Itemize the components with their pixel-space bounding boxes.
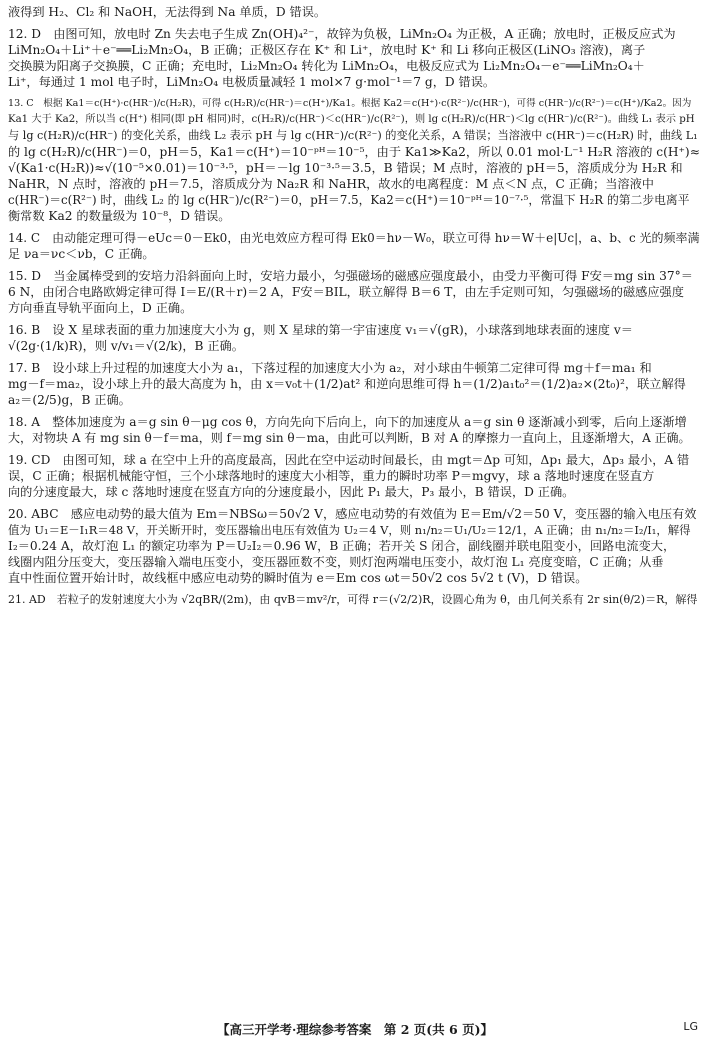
- answer-line: 21. AD 若粒子的发射速度大小为 √2qBR/(2m)，由 qvB＝mv²/r，可得 r＝(√2/2)R，设圆心角为 θ，由几何关系有 2r sin(θ/2)＝R，解得: [8, 593, 698, 606]
- answer-line: c(HR⁻)＝c(R²⁻) 时，曲线 L₂ 的 lg c(HR⁻)/c(R²⁻)＝0，pH＝7.5，Ka2＝c(H⁺)＝10⁻ᵖᴴ＝10⁻⁷·⁵，常温下 H₂R 的第二步电离平: [8, 193, 690, 207]
- page-footer: [0, 1020, 710, 1038]
- answer-line: 方向垂直导轨平面向上，D 正确。: [8, 301, 193, 315]
- answer-block: [8, 96, 700, 224]
- answer-line: 误，C 正确；根据机械能守恒，三个小球落地时的速度大小相等，重力的瞬时功率 P＝mgvy，球 a 落地时速度在竖直方: [8, 469, 655, 483]
- answer-line: NaHR，N 点时，溶液的 pH＝7.5，溶质成分为 Na₂R 和 NaHR，故水的电离程度：M 点＜N 点，C 正确；当溶液中: [8, 177, 654, 191]
- answer-line: 17. B 设小球上升过程的加速度大小为 a₁，下落过程的加速度大小为 a₂，对小球由牛顿第二定律可得 mg＋f＝ma₁ 和: [8, 361, 652, 375]
- answer-line: 向的分速度最大，球 c 落地时速度在竖直方向的分速度最小，因此 P₁ 最大，P₃ 最小，B 错误，D 正确。: [8, 485, 575, 499]
- answer-line: a₂＝(2/5)g，B 正确。: [8, 393, 131, 407]
- answer-content: [8, 4, 700, 608]
- answer-line: 的 lg c(H₂R)/c(HR⁻)＝0，pH＝5，Ka1＝c(H⁺)＝10⁻ᵖᴴ＝10⁻⁵，由于 Ka1≫Ka2，所以 0.01 mol·L⁻¹ H₂R 溶液的 c(H⁺)≈: [8, 145, 700, 159]
- footer-title: 【高三开学考·理综参考答案 第 2 页(共 6 页)】: [217, 1022, 493, 1037]
- answer-line: 足 νa＝νc＜νb，C 正确。: [8, 247, 155, 261]
- answer-line: LiMn₂O₄＋Li⁺＋e⁻══Li₂Mn₂O₄，B 正确；正极区存在 K⁺ 和 Li⁺，放电时 K⁺ 和 Li 移向正极区(LiNO₃ 溶液)，离子: [8, 43, 646, 57]
- answer-line: 直中性面位置开始计时，故线框中感应电动势的瞬时值为 e＝Em cos ωt＝50√2 cos 5√2 t (V)，D 错误。: [8, 571, 588, 585]
- answer-line: 衡常数 Ka2 的数量级为 10⁻⁸，D 错误。: [8, 209, 231, 223]
- answer-line: 交换膜为阳离子交换膜，C 正确；充电时，Li₂Mn₂O₄ 转化为 LiMn₂O₄，电极反应式为 Li₂Mn₂O₄－e⁻══LiMn₂O₄＋: [8, 59, 645, 73]
- answer-line: Ka1 大于 Ka2，所以当 c(H⁺) 相同(即 pH 相同)时，c(H₂R)/c(HR⁻)＜c(HR⁻)/c(R²⁻)，则 lg c(H₂R)/c(HR⁻)＜lg c(HR⁻)/c(R²⁻)。曲线 L₁ 表示 pH: [8, 114, 695, 125]
- answer-line: 12. D 由图可知，放电时 Zn 失去电子生成 Zn(OH)₄²⁻，故锌为负极，LiMn₂O₄ 为正极，A 正确；放电时，正极反应式为: [8, 27, 676, 41]
- answer-line: 6 N，由闭合电路欧姆定律可得 I＝E/(R＋r)＝2 A，F安＝BIL，联立解得 B＝6 T，由左手定则可知，匀强磁场的磁感应强度: [8, 285, 684, 299]
- answer-block: [8, 506, 700, 586]
- answer-line: √(Ka1·c(H₂R))≈√(10⁻⁵×0.01)＝10⁻³·⁵，pH＝－lg 10⁻³·⁵＝3.5，B 错误；M 点时，溶液的 pH＝5，溶质成分为 H₂R 和: [8, 161, 683, 175]
- answer-block: [8, 230, 700, 262]
- answer-line: 线圈内阻分压变大，变压器输入端电压变小，变压器匝数不变，则灯泡两端电压变小，故灯泡 L₁ 亮度变暗，C 正确；从垂: [8, 555, 664, 569]
- answer-line: √(2g·(1/k)R)，则 v/v₁＝√(2/k)，B 正确。: [8, 339, 244, 353]
- answer-block: [8, 26, 700, 90]
- answer-line: 13. C 根据 Ka1＝c(H⁺)·c(HR⁻)/c(H₂R)，可得 c(H₂R)/c(HR⁻)＝c(H⁺)/Ka1。根据 Ka2＝c(H⁺)·c(R²⁻)/c(HR⁻)，可得 c(HR⁻)/c(R²⁻)＝c(H⁺)/Ka2。因为: [8, 98, 692, 109]
- footer-code: LG: [683, 1020, 698, 1033]
- answer-line: 14. C 由动能定理可得－eUc＝0－Ek0，由光电效应方程可得 Ek0＝hν－W₀，联立可得 hν＝W＋e|Uc|，a、b、c 光的频率满: [8, 231, 700, 245]
- answer-line: 与 lg c(H₂R)/c(HR⁻) 的变化关系，曲线 L₂ 表示 pH 与 lg c(HR⁻)/c(R²⁻) 的变化关系，A 错误；当溶液中 c(HR⁻)＝c(H₂R) 时，曲线 L₁: [8, 129, 698, 142]
- answer-line: 大，对物块 A 有 mg sin θ－f＝ma，则 f＝mg sin θ－ma，由此可以判断，B 对 A 的摩擦力一直向上，且逐渐增大，A 正确。: [8, 431, 691, 445]
- answer-block: [8, 452, 700, 500]
- answer-line: 值为 U₁＝E－I₁R＝48 V，开关断开时，变压器输出电压有效值为 U₂＝4 V，则 n₁/n₂＝U₁/U₂＝12/1，A 正确；由 n₁/n₂＝I₂/I₁，解得: [8, 523, 691, 537]
- answer-line: 19. CD 由图可知，球 a 在空中上升的高度最高，因此在空中运动时间最长，由 mgt＝Δp 可知，Δp₁ 最大，Δp₃ 最小，A 错: [8, 453, 690, 467]
- answer-line: mg－f＝ma₂，设小球上升的最大高度为 h，由 x＝v₀t＋(1/2)at² 和逆向思维可得 h＝(1/2)a₁t₀²＝(1/2)a₂×(2t₀)²，联立解得: [8, 377, 686, 391]
- answer-block: [8, 268, 700, 316]
- answer-line: 16. B 设 X 星球表面的重力加速度大小为 g，则 X 星球的第一宇宙速度 v₁＝√(gR)，小球落到地球表面的速度 v＝: [8, 323, 633, 337]
- answer-line: 20. ABC 感应电动势的最大值为 Em＝NBSω＝50√2 V，感应电动势的有效值为 E＝Em/√2＝50 V，变压器的输入电压有效: [8, 507, 697, 521]
- answer-line: Li⁺，每通过 1 mol 电子时，LiMn₂O₄ 电极质量减轻 1 mol×7 g·mol⁻¹＝7 g，D 错误。: [8, 75, 496, 89]
- answer-block: [8, 414, 700, 446]
- answer-block: [8, 360, 700, 408]
- answer-block: [8, 4, 700, 20]
- answer-block: [8, 592, 700, 608]
- answer-line: 液得到 H₂、Cl₂ 和 NaOH，无法得到 Na 单质，D 错误。: [8, 5, 327, 19]
- answer-line: 18. A 整体加速度为 a＝g sin θ－μg cos θ，方向先向下后向上，向下的加速度从 a＝g sin θ 逐渐减小到零，后向上逐渐增: [8, 415, 687, 429]
- answer-line: 15. D 当金属棒受到的安培力沿斜面向上时，安培力最小，匀强磁场的磁感应强度最小，由受力平衡可得 F安＝mg sin 37°＝: [8, 269, 693, 283]
- answer-line: I₂＝0.24 A，故灯泡 L₁ 的额定功率为 P＝U₂I₂＝0.96 W，B 正确；若开关 S 闭合，副线圈并联电阻变小，回路电流变大，: [8, 539, 676, 553]
- answer-block: [8, 322, 700, 354]
